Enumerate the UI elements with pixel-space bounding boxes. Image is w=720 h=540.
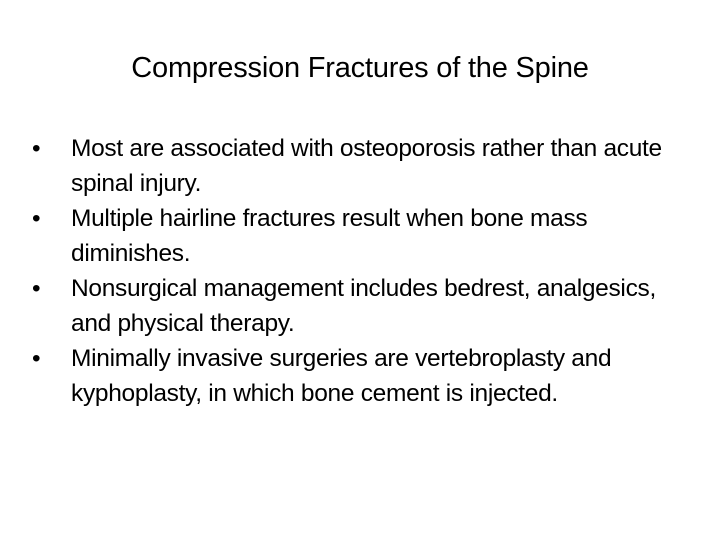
bullet-item bbox=[32, 201, 702, 271]
slide-title: Compression Fractures of the Spine bbox=[131, 52, 589, 84]
bullet-text: Most are associated with osteoporosis rather than acute spinal injury. bbox=[71, 135, 662, 197]
bullet-text: Nonsurgical management includes bedrest, analgesics, and physical therapy. bbox=[71, 275, 656, 337]
bullet-list bbox=[32, 131, 702, 411]
bullet-marker: • bbox=[32, 275, 41, 302]
bullet-item bbox=[32, 271, 702, 341]
bullet-marker: • bbox=[32, 345, 41, 372]
bullet-marker: • bbox=[32, 205, 41, 232]
bullet-marker: • bbox=[32, 135, 41, 162]
bullet-text: Minimally invasive surgeries are vertebroplasty and kyphoplasty, in which bone cement is injected. bbox=[71, 345, 612, 407]
bullet-item bbox=[32, 341, 702, 411]
bullet-text: Multiple hairline fractures result when bone mass diminishes. bbox=[71, 205, 588, 267]
bullet-item bbox=[32, 131, 702, 201]
